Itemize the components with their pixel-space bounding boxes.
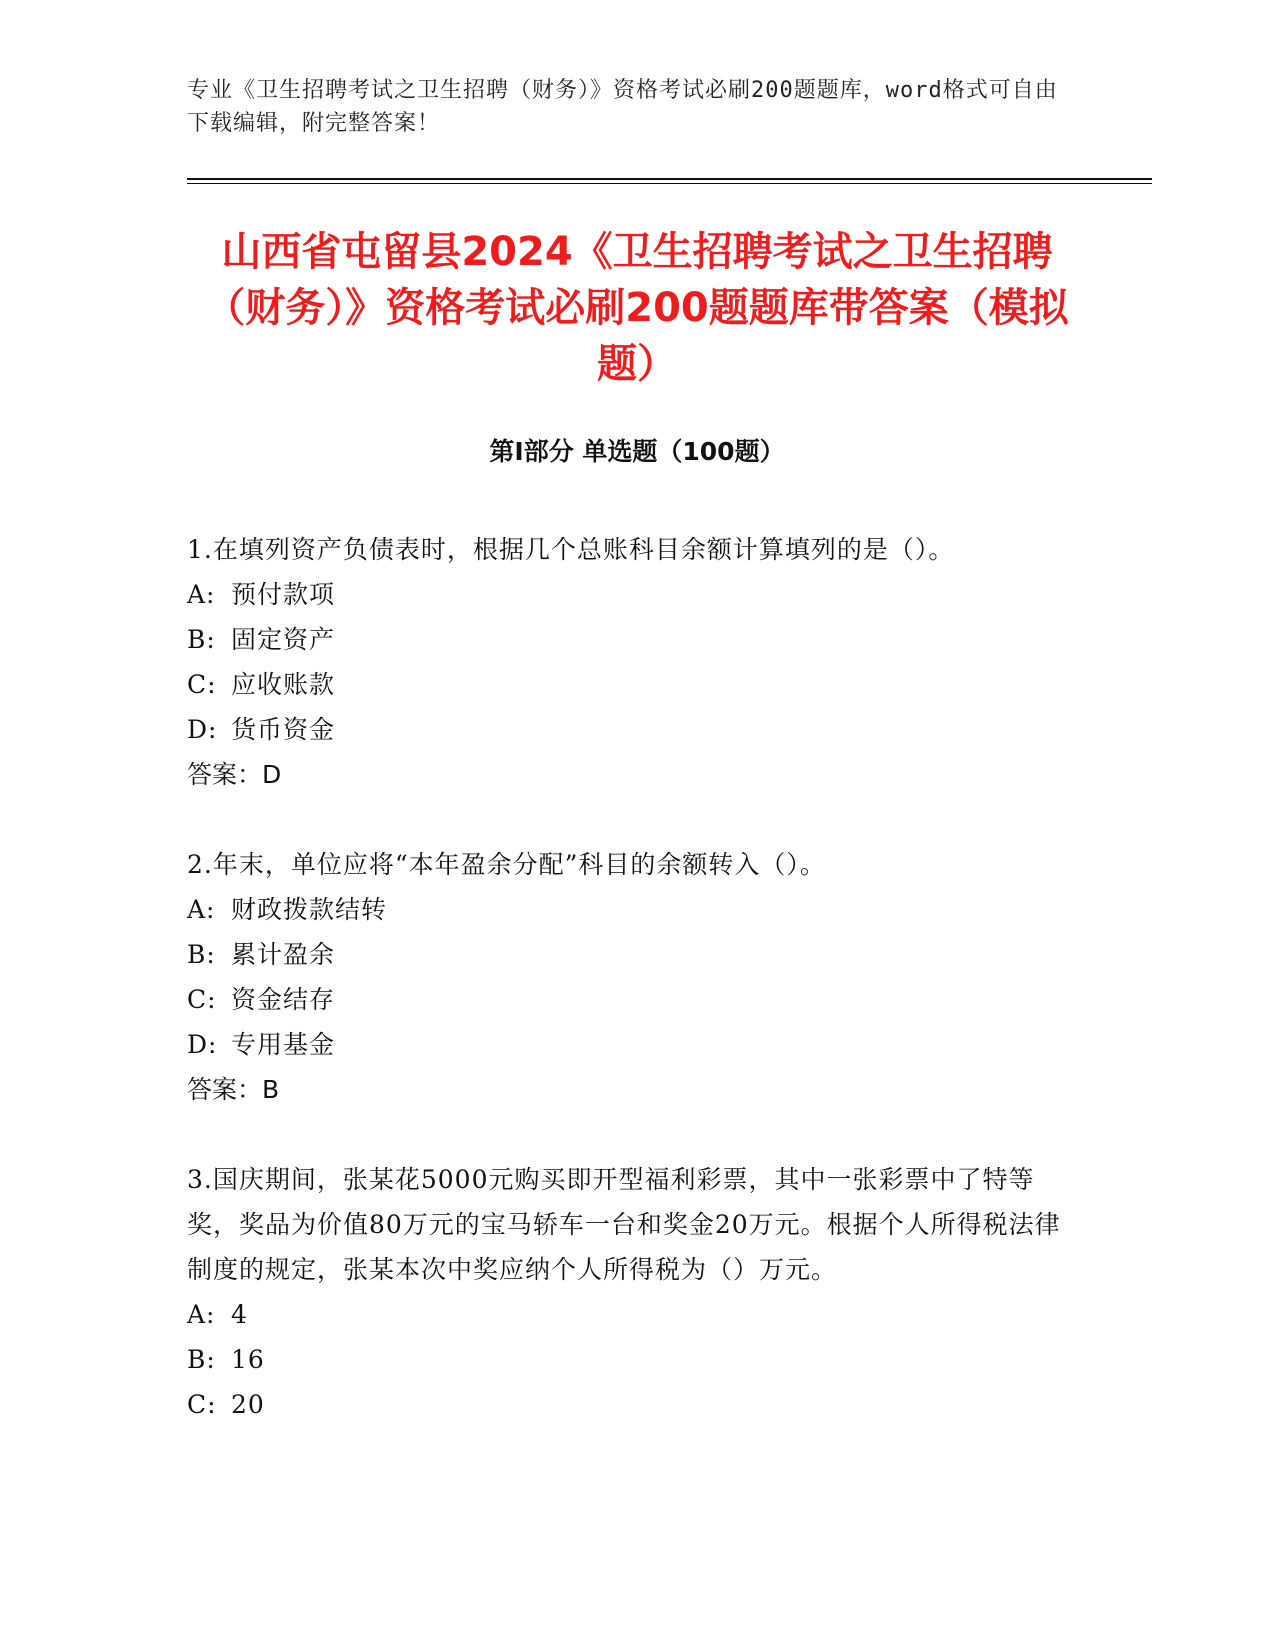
option-letter: C: <box>187 670 217 699</box>
option-b <box>187 1337 1067 1382</box>
answer-line: 答案：B <box>187 1075 280 1104</box>
option-b <box>187 617 1067 662</box>
section-title: 第I部分 单选题（100题） <box>489 437 785 466</box>
option-text: 固定资产 <box>231 625 336 654</box>
option-text: 资金结存 <box>231 985 336 1014</box>
header-divider-thin <box>187 183 1152 184</box>
question-list <box>187 527 1067 1472</box>
document-title: 山西省屯留县2024《卫生招聘考试之卫生招聘（财务）》资格考试必刷200题题库带答案（模拟题） <box>205 229 1069 387</box>
header-note: 专业《卫生招聘考试之卫生招聘（财务）》资格考试必刷200题题库，word格式可自由下载编辑，附完整答案！ <box>187 78 1058 136</box>
option-a <box>187 572 1067 617</box>
option-text: 货币资金 <box>231 715 336 744</box>
option-letter: A: <box>187 580 216 609</box>
option-text: 专用基金 <box>231 1030 336 1059</box>
option-c <box>187 1382 1067 1427</box>
option-text: 20 <box>231 1390 265 1419</box>
option-letter: C: <box>187 985 217 1014</box>
option-a <box>187 887 1067 932</box>
option-letter: C: <box>187 1390 217 1419</box>
question-stem: 3.国庆期间，张某花5000元购买即开型福利彩票，其中一张彩票中了特等奖，奖品为价值80万元的宝马轿车一台和奖金20万元。根据个人所得税法律制度的规定，张某本次中奖应纳个人所得税为（）万元。 <box>187 1165 1061 1284</box>
option-d <box>187 1022 1067 1067</box>
option-text: 财政拨款结转 <box>231 895 388 924</box>
option-text: 4 <box>231 1300 248 1329</box>
option-letter: B: <box>187 625 216 654</box>
option-b <box>187 932 1067 977</box>
option-letter: D: <box>187 715 218 744</box>
question-stem: 1.在填列资产负债表时，根据几个总账科目余额计算填列的是（）。 <box>187 535 955 564</box>
answer-line: 答案：D <box>187 760 282 789</box>
option-text: 16 <box>231 1345 265 1374</box>
option-letter: D: <box>187 1030 218 1059</box>
option-c <box>187 662 1067 707</box>
option-letter: A: <box>187 895 216 924</box>
question-1 <box>187 527 1067 797</box>
option-text: 累计盈余 <box>231 940 336 969</box>
option-text: 预付款项 <box>231 580 336 609</box>
question-2 <box>187 842 1067 1112</box>
option-c <box>187 977 1067 1022</box>
option-letter: B: <box>187 940 216 969</box>
option-letter: B: <box>187 1345 216 1374</box>
header-divider-thick <box>187 178 1152 180</box>
question-3 <box>187 1157 1067 1427</box>
option-d <box>187 707 1067 752</box>
question-stem: 2.年末，单位应将“本年盈余分配”科目的余额转入（）。 <box>187 850 826 879</box>
option-a <box>187 1292 1067 1337</box>
option-letter: A: <box>187 1300 216 1329</box>
option-text: 应收账款 <box>231 670 336 699</box>
